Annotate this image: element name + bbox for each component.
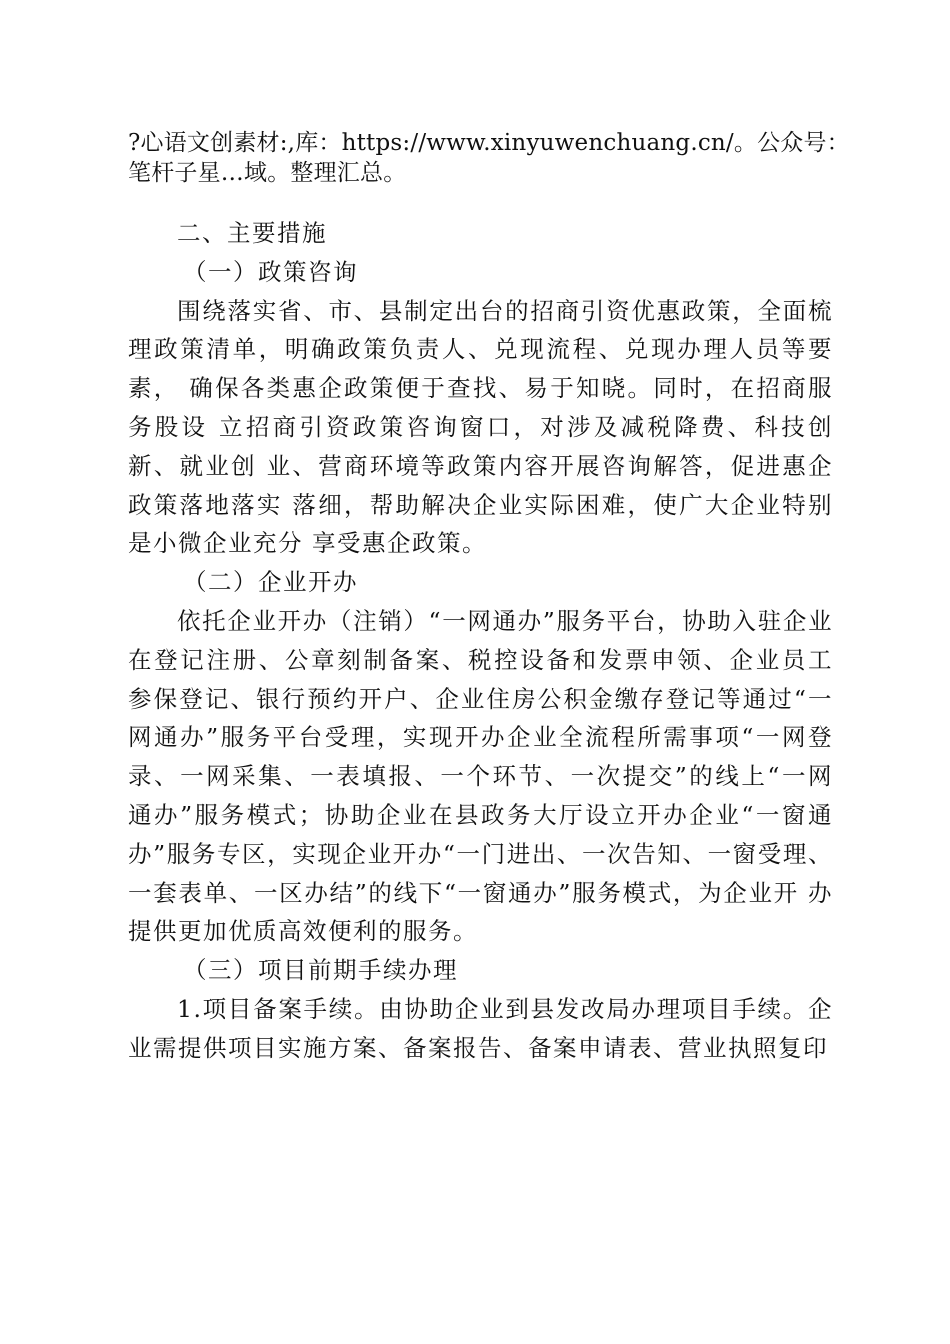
paragraph-policy-consulting: 围绕落实省、市、县制定出台的招商引资优惠政策，全面梳理政策清单，明确政策负责人、兑现流程、兑现办理人员等要素， 确保各类惠企政策便于查找、易于知晓。同时，在招商服务股设 立招商引资政策咨询窗口，对涉及减税降费、科技创新、就业创 业、营商环境等政策内容开展咨询解答，促进惠企政策落地落实 落细，帮助解决企业实际困难，使广大企业特别是小微企业充分 享受惠企政策。 <box>128 296 833 558</box>
source-note-line-2: 笔杆子星…域。整理汇总。 <box>128 160 407 186</box>
subsection-heading-project-procedures: （三）项目前期手续办理 <box>183 956 458 985</box>
subsection-heading-policy-consulting: （一）政策咨询 <box>183 257 358 286</box>
source-note-line-1: ?心语文创素材:,库：https://www.xinyuwenchuang.cn/。公众号： <box>128 130 850 156</box>
source-note <box>128 128 868 188</box>
section-heading: 二、主要措施 <box>177 219 327 247</box>
paragraph-business-startup: 依托企业开办（注销）“一网通办”服务平台，协助入驻企业在登记注册、公章刻制备案、税控设备和发票申领、企业员工 参保登记、银行预约开户、企业住房公积金缴存登记等通过“一 网通办”服务平台受理，实现开办企业全流程所需事项“一网登 录、一网采集、一表填报、一个环节、一次提交”的线上“一网 通办”服务模式；协助企业在县政务大厅设立开办企业“一窗通 办”服务专区，实现企业开办“一门进出、一次告知、一窗受理、 一套表单、一区办结”的线下“一窗通办”服务模式，为企业开 办提供更加优质高效便利的服务。 <box>128 606 833 946</box>
document-body <box>128 214 833 1068</box>
paragraph-project-filing: 1.项目备案手续。由协助企业到县发改局办理项目手续。企业需提供项目实施方案、备案报告、备案申请表、营业执照复印 <box>128 994 833 1062</box>
subsection-heading-business-startup: （二）企业开办 <box>183 568 358 597</box>
